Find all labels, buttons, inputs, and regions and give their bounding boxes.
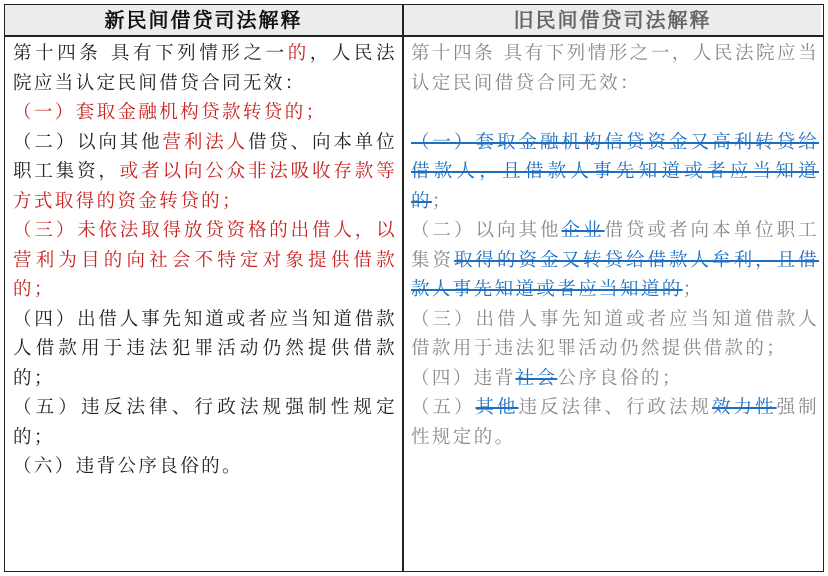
new-interpretation-column: [13, 39, 397, 482]
deleted-text: 企业: [561, 220, 605, 241]
new-article-intro: 第十四条 具有下列情形之一的，人民法院应当认定民间借贷合同无效：: [13, 43, 397, 94]
header-old: 旧民间借贷司法解释: [404, 5, 821, 35]
old-item-1: （一）套取金融机构信贷资金又高利转贷给借款人，且借款人事先知道或者应当知道的；: [411, 131, 819, 212]
new-item-2: （二）以向其他营利法人借贷、向本单位职工集资，或者以向公众非法吸收存款等方式取得的资金转贷的；: [13, 131, 397, 212]
comparison-table: [4, 4, 824, 572]
new-item-3: （三）未依法取得放贷资格的出借人，以营利为目的向社会不特定对象提供借款的；: [13, 220, 397, 300]
old-item-3: （三）出借人事先知道或者应当知道借款人借款用于违法犯罪活动仍然提供借款的；: [411, 308, 819, 359]
new-item-5: （五）违反法律、行政法规强制性规定的；: [13, 397, 397, 448]
deleted-text: 社会: [515, 367, 558, 389]
added-text: 的: [287, 43, 310, 64]
added-text: 或者以向公众非法吸收存款等方式取得的资金转贷的；: [13, 161, 397, 212]
new-item-4: （四）出借人事先知道或者应当知道借款人借款用于违法犯罪活动仍然提供借款的；: [13, 308, 397, 389]
column-divider: [402, 5, 404, 571]
deleted-text: 其他: [475, 397, 519, 418]
header-new: 新民间借贷司法解释: [5, 5, 402, 35]
deleted-text: 效力性: [712, 397, 777, 418]
old-item-2: （二）以向其他企业借贷或者向本单位职工集资取得的资金又转贷给借款人牟利，且借款人事先知道或者应当知道的；: [411, 220, 819, 300]
deleted-text: （一）套取金融机构信贷资金又高利转贷给借款人，且借款人事先知道或者应当知道的: [411, 131, 819, 212]
old-interpretation-column: [411, 39, 819, 452]
header-divider: [5, 35, 823, 37]
added-text: 营利法人: [162, 131, 248, 153]
old-article-intro: 第十四条 具有下列情形之一，人民法院应当认定民间借贷合同无效：: [411, 43, 819, 94]
new-item-1: （一）套取金融机构贷款转贷的；: [13, 102, 327, 123]
old-item-4: （四）违背社会公序良俗的；: [411, 367, 683, 389]
deleted-text: 取得的资金又转贷给借款人牟利，且借款人事先知道或者应当知道的: [411, 249, 819, 300]
new-item-6: （六）违背公序良俗的。: [13, 456, 243, 477]
old-item-5: （五）其他违反法律、行政法规效力性强制性规定的。: [411, 397, 819, 448]
